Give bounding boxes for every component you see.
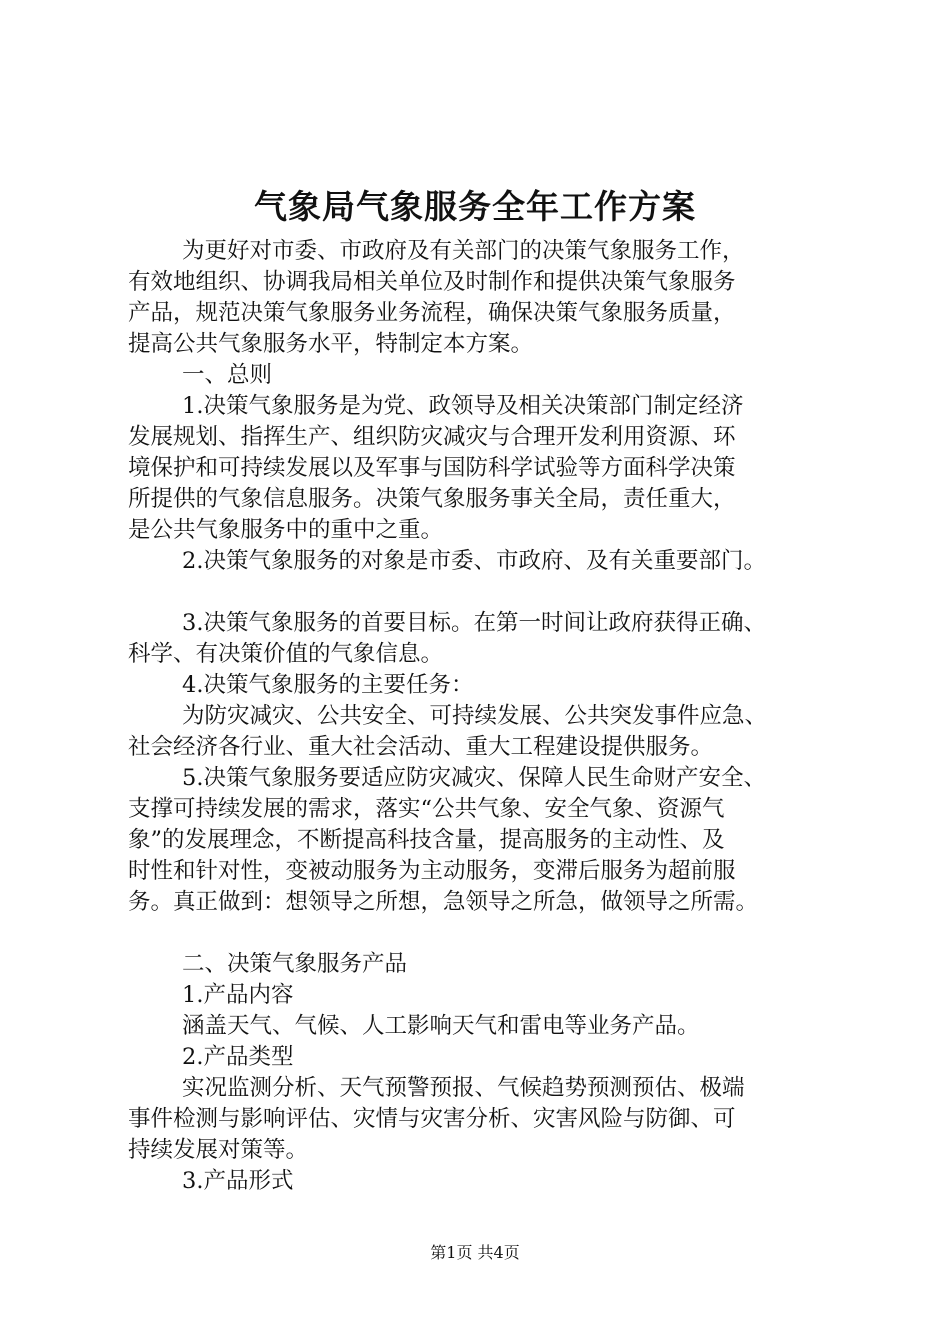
paragraph-line: 为防灾减灾、公共安全、可持续发展、公共突发事件应急、 bbox=[182, 703, 768, 729]
section-heading: 一、总则 bbox=[182, 362, 273, 388]
paragraph-line: 5.决策气象服务要适应防灾减灾、保障人民生命财产安全、 bbox=[182, 765, 766, 791]
paragraph-line: 2.决策气象服务的对象是市委、市政府、及有关重要部门。 bbox=[182, 548, 766, 574]
blank-line bbox=[128, 577, 853, 608]
paragraph-line: 涵盖天气、气候、人工影响天气和雷电等业务产品。 bbox=[182, 1013, 700, 1039]
paragraph-line: 持续发展对策等。 bbox=[128, 1137, 309, 1163]
paragraph-line: 有效地组织、协调我局相关单位及时制作和提供决策气象服务 bbox=[128, 269, 736, 295]
paragraph-line: 产品，规范决策气象服务业务流程，确保决策气象服务质量， bbox=[128, 300, 736, 326]
paragraph-line: 提高公共气象服务水平，特制定本方案。 bbox=[128, 331, 534, 357]
paragraph-line: 为更好对市委、市政府及有关部门的决策气象服务工作， bbox=[182, 238, 745, 264]
document-title: 气象局气象服务全年工作方案 bbox=[254, 187, 696, 226]
paragraph-line: 实况监测分析、天气预警预报、气候趋势预测预估、极端 bbox=[182, 1075, 745, 1101]
blank-line bbox=[128, 918, 853, 949]
paragraph-line: 事件检测与影响评估、灾情与灾害分析、灾害风险与防御、可 bbox=[128, 1106, 736, 1132]
paragraph-line: 4.决策气象服务的主要任务： bbox=[182, 672, 474, 698]
document-body bbox=[128, 236, 853, 1197]
subsection-heading: 1.产品内容 bbox=[182, 982, 294, 1008]
paragraph-line: 社会经济各行业、重大社会活动、重大工程建设提供服务。 bbox=[128, 734, 714, 760]
page-footer: 第1页 共4页 bbox=[430, 1243, 520, 1262]
paragraph-line: 时性和针对性，变被动服务为主动服务，变滞后服务为超前服 bbox=[128, 858, 736, 884]
paragraph-line: 是公共气象服务中的重中之重。 bbox=[128, 517, 444, 543]
paragraph-line: 3.决策气象服务的首要目标。在第一时间让政府获得正确、 bbox=[182, 610, 766, 636]
section-heading: 二、决策气象服务产品 bbox=[182, 951, 408, 977]
paragraph-line: 1.决策气象服务是为党、政领导及相关决策部门制定经济 bbox=[182, 393, 744, 419]
paragraph-line: 所提供的气象信息服务。决策气象服务事关全局，责任重大， bbox=[128, 486, 736, 512]
paragraph-line: 支撑可持续发展的需求，落实“公共气象、安全气象、资源气 bbox=[128, 796, 725, 822]
paragraph-line: 象”的发展理念，不断提高科技含量，提高服务的主动性、及 bbox=[128, 827, 725, 853]
paragraph-line: 科学、有决策价值的气象信息。 bbox=[128, 641, 444, 667]
paragraph-line: 发展规划、指挥生产、组织防灾减灾与合理开发利用资源、环 bbox=[128, 424, 736, 450]
paragraph-line: 境保护和可持续发展以及军事与国防科学试验等方面科学决策 bbox=[128, 455, 736, 481]
subsection-heading: 3.产品形式 bbox=[182, 1168, 294, 1194]
subsection-heading: 2.产品类型 bbox=[182, 1044, 294, 1070]
paragraph-line: 务。真正做到：想领导之所想，急领导之所急，做领导之所需。 bbox=[128, 889, 759, 915]
